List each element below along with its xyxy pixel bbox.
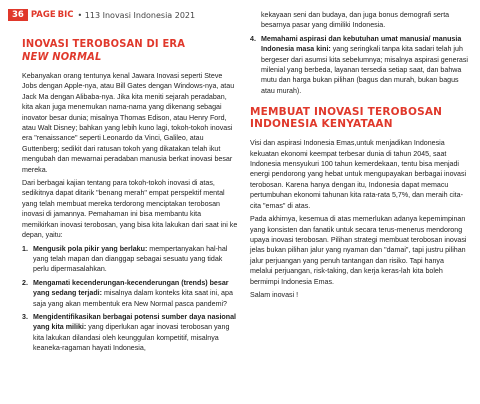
list-item-lead: Mengamati kecenderungan-kecenderungan (trends) besar yang sedang terjadi: <box>33 278 229 298</box>
list-item-text: yang seringkali tanpa kita sadari telah juh bergeser dari asumsi kita sebelumnya; misalnya aspirasi generasi milenial yang berbeda, layanan tersedia setiap saat, dan bahwa mutu dan harga bukan pilihan (bagus dan murah, bukan bagus atau murah). <box>261 45 468 95</box>
article-title <box>22 37 238 63</box>
closing-line: Salam inovasi ! <box>250 290 299 299</box>
perspective-list <box>22 244 238 354</box>
list-item <box>22 244 238 275</box>
perspective-list-continued <box>250 34 468 96</box>
section-heading <box>250 106 468 130</box>
list-continuation: kekayaan seni dan budaya, dan juga bonus demografi serta besarnya pasar yang dimiliki Indonesia. <box>261 11 450 30</box>
list-item-text: misalnya dalam konteks kita saat ini, apa saja yang akan membentuk era New Normal pasca pandemi? <box>33 289 233 308</box>
list-item-number: 2. <box>22 278 28 287</box>
list-item-lead: Mengidentifikasikan berbagai potensi sumber daya nasional yang kita miliki: <box>33 312 237 332</box>
leadership-paragraph: Pada akhirnya, kesemua di atas memerlukan adanya kepemimpinan yang konsisten dan fanatik untuk secara terus-menerus mendorong upaya inovasi terobosan. Pilihan strategi membuat terobosan inovasi jelas bukan pilihan jalur yang nyaman dan "damai", tapi justru pilihan jalur perjuangan yang penuh tantangan dan risiko. Tapi hanya melalui perjuangan, risk-taking, dan kerja keras-lah kita boleh bermimpi Indonesia Emas. <box>250 215 467 286</box>
list-item-text: mempertanyakan hal-hal yang telah mapan dan dianggap sebagai sesuatu yang tidak perlu dipermasalahkan. <box>33 244 228 274</box>
list-item <box>22 312 238 354</box>
article-title-line1: INOVASI TEROBOSAN DI ERA <box>22 37 186 50</box>
list-item <box>250 34 468 96</box>
section-label: BIC <box>57 10 74 20</box>
list-item-number: 4. <box>250 34 256 43</box>
page-number-value: 36 <box>12 10 24 20</box>
vision-paragraph: Visi dan aspirasi Indonesia Emas,untuk menjadikan Indonesia kekuatan ekonomi keempat terbesar dunia di tahun 2045, saat Indonesia mensyukuri 100 tahun kemerdekaan, tentu bisa menjadi energi pendorong yang hebat untuk mengupayakan berbagai inovasi terobosan. Karena hanya dengan itu, Indonesia dapat memacu pertumbuhan ekonomi tahunan kita rata-rata 5,7%, dan meraih cita-cita "emas" di atas. <box>250 139 467 210</box>
list-item-text: yang diperlukan agar inovasi terobosan yang kita lakukan dilandasi oleh keunggulan kompetitif, misalnya keaneka-ragaman hayati Indonesia, <box>33 323 230 353</box>
article-title-line2: NEW NORMAL <box>22 50 102 63</box>
list-item-number: 1. <box>22 244 28 253</box>
left-column <box>22 37 238 357</box>
list-item <box>22 278 238 309</box>
page-header <box>8 9 195 21</box>
running-title: • 113 Inovasi Indonesia 2021 <box>77 10 196 20</box>
page-number <box>8 9 28 21</box>
section-heading-line1: MEMBUAT INOVASI TEROBOSAN <box>250 106 443 119</box>
list-item-lead: Mengusik pola pikir yang berlaku: <box>33 244 148 253</box>
list-item-number: 3. <box>22 312 28 321</box>
right-column <box>250 10 468 300</box>
perspective-paragraph: Dari berbagai kajian tentang para tokoh-tokoh inovasi di atas, sedikitnya dapat ditarik "benang merah" empat perspektif mental yang telah membuat mereka terdorong menciptakan terobosan inovasi di jamannya. Pemahaman ini bisa membantu kita memikirkan inovasi terobosan, yang bisa kita lakukan dari saat ini ke depan, yaitu: <box>22 179 238 240</box>
list-item-lead: Memahami aspirasi dan kebutuhan umat manusia/ manusia Indonesia masa kini: <box>261 34 462 54</box>
section-heading-line2: INDONESIA KENYATAAN <box>250 118 393 131</box>
page-label: PAGE <box>30 10 56 20</box>
intro-paragraph: Kebanyakan orang tentunya kenal Jawara Inovasi seperti Steve Jobs dengan Apple-nya, atau Bill Gates dengan Windows-nya, atau Jack Ma dengan Alibaba-nya. Jika kita meniti sejarah peradaban, kita akan juga menemukan nama-nama yang dikenang sebagai inovator besar dunia; misalnya Thomas Edison, atau Henry Ford, atau Walt Disney; bahkan yang lebih kuno lagi, tokoh-tokoh inovasi era "renaissance" seperti Leonardo da Vinci, Galileo, atau Guttenberg; sedikit dari ratusan tokoh yang dikatakan telah ikut mengubah dan mewarnai peradaban manusia berkat inovasi besar mereka. <box>22 72 235 174</box>
